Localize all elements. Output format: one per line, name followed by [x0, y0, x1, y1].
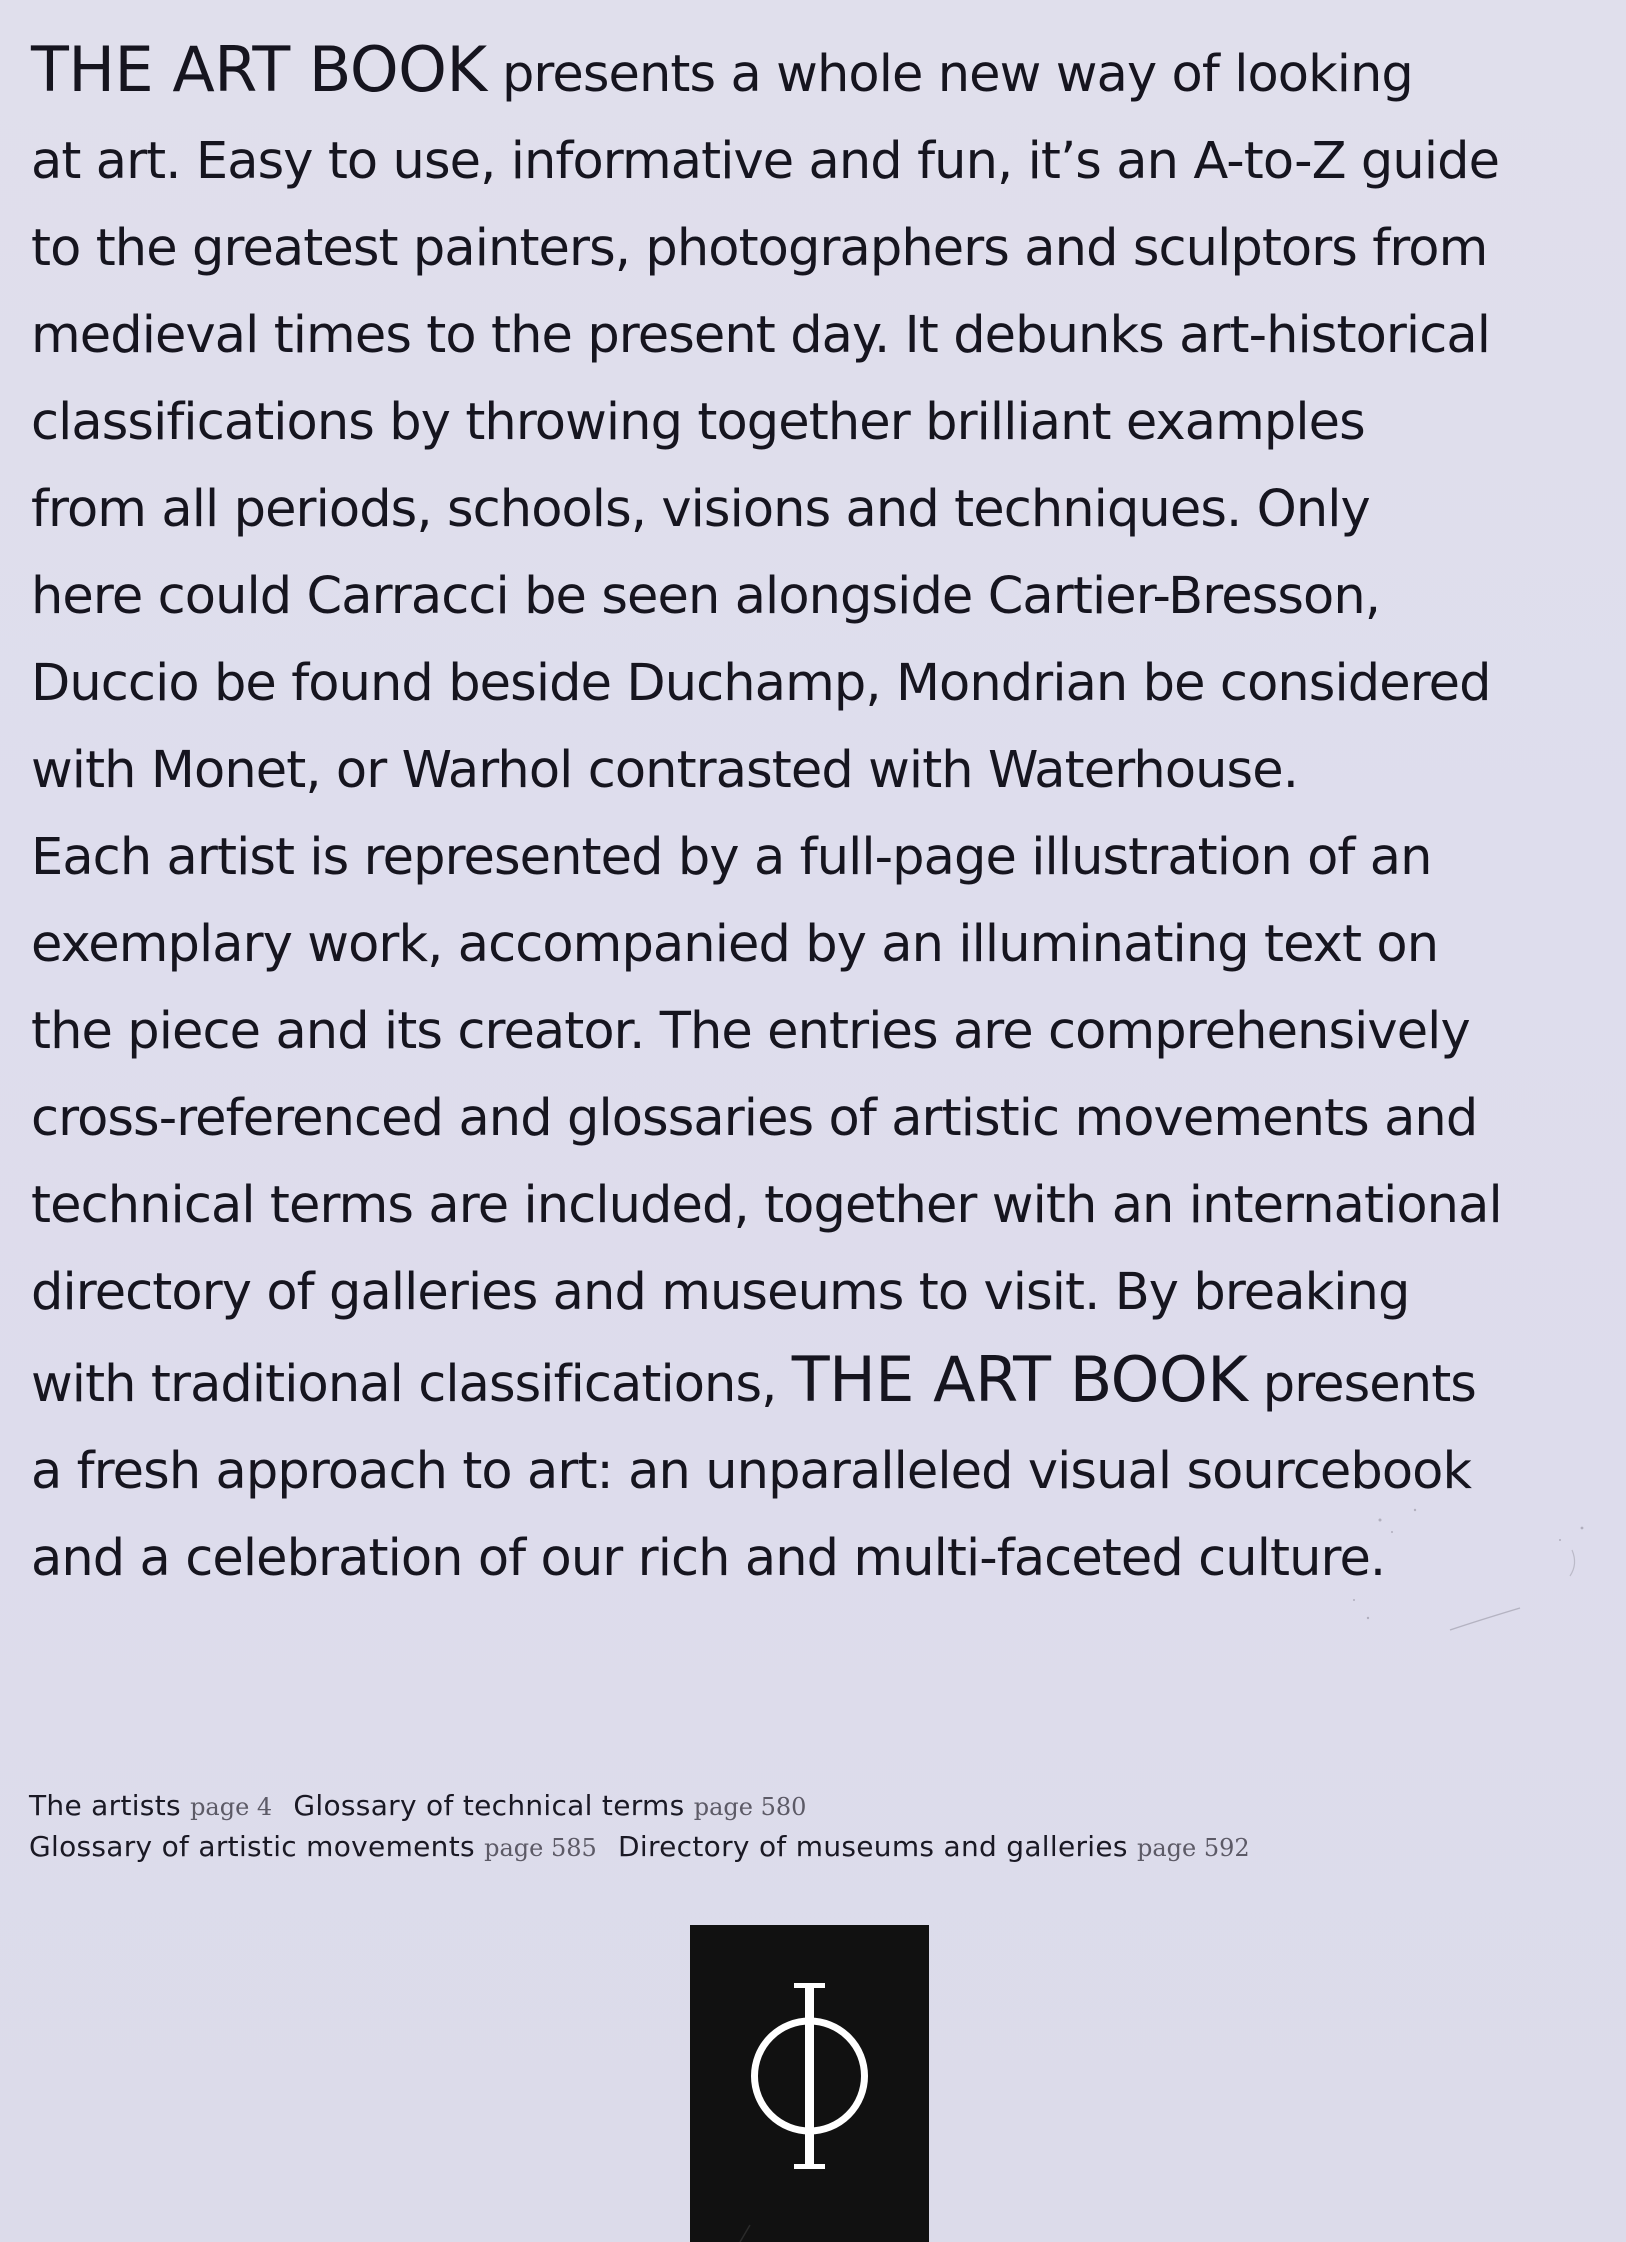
toc-entry-label: Glossary of artistic movements [29, 1830, 475, 1863]
toc-entry-label: Glossary of technical terms [293, 1789, 685, 1822]
toc-entry-page: page 585 [484, 1834, 597, 1862]
blurb-line: with traditional classifications, THE ART BOOK presents [31, 1343, 1476, 1416]
blurb-line: and a celebration of our rich and multi-faceted culture. [31, 1529, 1386, 1588]
book-title-brand: THE ART BOOK [31, 33, 487, 106]
blurb-line: here could Carracci be seen alongside Cartier-Bresson, [31, 567, 1381, 626]
toc-entry-page: page 580 [693, 1793, 807, 1821]
toc-entry-page: page 592 [1137, 1834, 1250, 1862]
blurb-line: Duccio be found beside Duchamp, Mondrian be considered [31, 654, 1491, 713]
toc-row [29, 1786, 1529, 1827]
blurb-line: to the greatest painters, photographers and sculptors from [31, 219, 1488, 278]
blurb-line: classifications by throwing together brilliant examples [31, 393, 1365, 452]
blurb-line: a fresh approach to art: an unparalleled visual sourcebook [31, 1442, 1472, 1501]
blurb-line: at art. Easy to use, informative and fun, it’s an A-to-Z guide [31, 132, 1500, 191]
book-title-brand: THE ART BOOK [791, 1343, 1248, 1416]
blurb-line: cross-referenced and glossaries of artistic movements and [31, 1089, 1478, 1148]
blurb-line: technical terms are included, together with an international [31, 1176, 1502, 1235]
blurb-line: with Monet, or Warhol contrasted with Waterhouse. [31, 741, 1299, 800]
blurb-line: from all periods, schools, visions and techniques. Only [31, 480, 1370, 539]
publisher-logo [690, 1925, 929, 2242]
toc-row [29, 1827, 1529, 1868]
phaidon-phi-logo-icon [690, 1925, 929, 2242]
blurb-paragraph [31, 26, 1601, 1602]
toc-entry-label: Directory of museums and galleries [618, 1830, 1128, 1863]
blurb-line: the piece and its creator. The entries are comprehensively [31, 1002, 1470, 1061]
blurb-line: THE ART BOOK presents a whole new way of looking [31, 33, 1413, 106]
toc-entry-page: page 4 [190, 1793, 273, 1821]
blurb-line: Each artist is represented by a full-page illustration of an [31, 828, 1432, 887]
blurb-line: exemplary work, accompanied by an illuminating text on [31, 915, 1439, 974]
blurb-line: medieval times to the present day. It debunks art-historical [31, 306, 1490, 365]
toc-entry-label: The artists [29, 1789, 181, 1822]
blurb-line: directory of galleries and museums to visit. By breaking [31, 1263, 1410, 1322]
table-of-contents [29, 1786, 1529, 1868]
